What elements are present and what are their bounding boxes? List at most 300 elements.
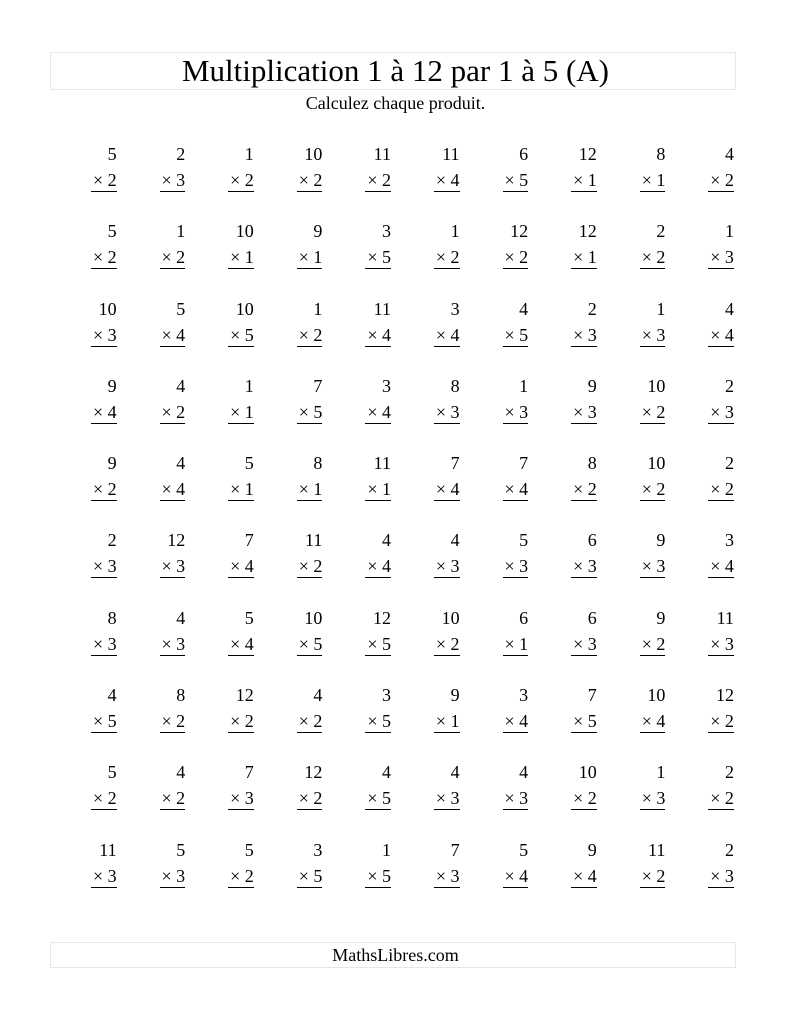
multiplication-problem bbox=[119, 684, 188, 761]
multiplier: × 3 bbox=[573, 324, 597, 345]
multiplicand: 6 bbox=[587, 530, 597, 551]
multiplicand: 12 bbox=[167, 530, 186, 551]
multiplication-problem bbox=[599, 143, 668, 220]
multiplicand: 11 bbox=[99, 839, 117, 860]
multiplicand: 4 bbox=[176, 453, 186, 474]
multiplication-problem bbox=[462, 761, 531, 838]
multiplication-problem bbox=[530, 761, 599, 838]
multiplication-problem bbox=[119, 143, 188, 220]
multiplier: × 5 bbox=[367, 788, 391, 809]
multiplication-problem bbox=[187, 529, 256, 606]
multiplicand: 11 bbox=[305, 530, 323, 551]
multiplier: × 1 bbox=[641, 170, 666, 190]
multiplier: × 2 bbox=[298, 711, 323, 732]
multiplicand: 10 bbox=[235, 221, 254, 242]
multiplicand: 9 bbox=[656, 607, 666, 628]
multiplier: × 1 bbox=[573, 170, 597, 190]
multiplier: × 3 bbox=[573, 556, 597, 577]
multiplication-problem bbox=[530, 839, 599, 916]
multiplier: × 1 bbox=[230, 401, 254, 422]
multiplier: × 4 bbox=[367, 401, 391, 422]
multiplicand: 12 bbox=[235, 685, 254, 706]
multiplicand: 7 bbox=[519, 453, 529, 474]
multiplication-problem bbox=[187, 452, 256, 529]
multiplicand: 1 bbox=[176, 221, 186, 242]
multiplicand: 11 bbox=[716, 607, 734, 628]
multiplication-problem bbox=[50, 298, 119, 375]
multiplication-problem bbox=[393, 220, 462, 297]
multiplier: × 2 bbox=[435, 247, 460, 268]
multiplier: × 2 bbox=[161, 788, 186, 809]
multiplicand: 2 bbox=[587, 298, 597, 319]
multiplicand: 4 bbox=[176, 375, 186, 396]
multiplier: × 4 bbox=[710, 324, 734, 345]
multiplicand: 5 bbox=[519, 839, 529, 860]
multiplier: × 2 bbox=[367, 170, 391, 190]
multiplication-problem bbox=[256, 529, 325, 606]
multiplicand: 7 bbox=[450, 839, 460, 860]
multiplication-problem bbox=[462, 529, 531, 606]
multiplicand: 10 bbox=[441, 607, 460, 628]
multiplication-problem bbox=[530, 220, 599, 297]
problem-grid bbox=[50, 143, 736, 916]
multiplier: × 4 bbox=[161, 479, 186, 500]
multiplication-problem bbox=[667, 452, 736, 529]
multiplication-problem bbox=[256, 375, 325, 452]
multiplicand: 10 bbox=[647, 375, 666, 396]
multiplicand: 4 bbox=[381, 762, 391, 783]
multiplicand: 11 bbox=[648, 839, 666, 860]
multiplication-problem bbox=[462, 220, 531, 297]
multiplicand: 4 bbox=[450, 762, 460, 783]
multiplicand: 2 bbox=[724, 453, 734, 474]
multiplier: × 3 bbox=[504, 401, 529, 422]
problem-row bbox=[50, 375, 736, 452]
multiplier: × 2 bbox=[641, 865, 666, 886]
multiplication-problem bbox=[599, 220, 668, 297]
multiplicand: 4 bbox=[176, 762, 186, 783]
multiplication-problem bbox=[667, 839, 736, 916]
multiplication-problem bbox=[393, 761, 462, 838]
multiplication-problem bbox=[393, 839, 462, 916]
multiplication-problem bbox=[530, 684, 599, 761]
multiplier: × 3 bbox=[92, 556, 117, 577]
multiplier: × 5 bbox=[573, 711, 597, 732]
multiplication-problem bbox=[324, 529, 393, 606]
multiplier: × 2 bbox=[573, 479, 597, 500]
multiplicand: 5 bbox=[107, 221, 117, 242]
multiplication-problem bbox=[50, 452, 119, 529]
multiplicand: 9 bbox=[107, 375, 117, 396]
multiplicand: 7 bbox=[587, 685, 597, 706]
multiplicand: 8 bbox=[587, 453, 597, 474]
multiplication-problem bbox=[256, 839, 325, 916]
multiplication-problem bbox=[50, 839, 119, 916]
multiplier: × 1 bbox=[435, 711, 460, 732]
multiplicand: 12 bbox=[578, 221, 597, 242]
problem-row bbox=[50, 839, 736, 916]
multiplier: × 5 bbox=[367, 711, 391, 732]
multiplicand: 6 bbox=[519, 144, 529, 164]
multiplication-problem bbox=[667, 761, 736, 838]
multiplier: × 1 bbox=[573, 247, 597, 268]
multiplicand: 12 bbox=[715, 685, 734, 706]
multiplication-problem bbox=[324, 452, 393, 529]
multiplicand: 10 bbox=[304, 144, 323, 164]
multiplier: × 2 bbox=[710, 711, 734, 732]
multiplier: × 5 bbox=[367, 247, 391, 268]
multiplication-problem bbox=[187, 839, 256, 916]
multiplication-problem bbox=[324, 839, 393, 916]
multiplicand: 5 bbox=[244, 453, 254, 474]
multiplication-problem bbox=[119, 220, 188, 297]
multiplier: × 4 bbox=[230, 556, 254, 577]
multiplication-problem bbox=[462, 452, 531, 529]
multiplication-problem bbox=[324, 684, 393, 761]
multiplication-problem bbox=[256, 607, 325, 684]
multiplication-problem bbox=[119, 452, 188, 529]
multiplicand: 1 bbox=[244, 375, 254, 396]
multiplier: × 4 bbox=[435, 324, 460, 345]
multiplicand: 10 bbox=[578, 762, 597, 783]
multiplicand: 7 bbox=[244, 762, 254, 783]
multiplier: × 1 bbox=[298, 479, 323, 500]
multiplicand: 1 bbox=[519, 375, 529, 396]
multiplication-problem bbox=[462, 375, 531, 452]
multiplication-problem bbox=[256, 761, 325, 838]
footer-text: MathsLibres.com bbox=[332, 945, 459, 965]
multiplier: × 2 bbox=[504, 247, 529, 268]
multiplier: × 5 bbox=[298, 401, 323, 422]
multiplier: × 2 bbox=[161, 711, 186, 732]
multiplicand: 4 bbox=[381, 530, 391, 551]
multiplier: × 3 bbox=[573, 401, 597, 422]
multiplication-problem bbox=[119, 529, 188, 606]
multiplicand: 10 bbox=[647, 685, 666, 706]
multiplicand: 2 bbox=[107, 530, 117, 551]
multiplication-problem bbox=[50, 220, 119, 297]
multiplicand: 4 bbox=[107, 685, 117, 706]
multiplier: × 5 bbox=[367, 633, 391, 654]
multiplier: × 2 bbox=[710, 170, 734, 190]
multiplier: × 1 bbox=[367, 479, 391, 500]
page-title: Multiplication 1 à 12 par 1 à 5 (A) bbox=[181, 53, 609, 88]
multiplicand: 11 bbox=[373, 144, 391, 164]
multiplicand: 2 bbox=[724, 839, 734, 860]
multiplicand: 11 bbox=[373, 298, 391, 319]
multiplicand: 1 bbox=[313, 298, 323, 319]
multiplier: × 2 bbox=[298, 556, 323, 577]
multiplier: × 2 bbox=[92, 788, 117, 809]
multiplication-problem bbox=[462, 839, 531, 916]
multiplication-problem bbox=[50, 761, 119, 838]
multiplication-problem bbox=[393, 529, 462, 606]
multiplier: × 2 bbox=[641, 401, 666, 422]
multiplicand: 8 bbox=[176, 685, 186, 706]
multiplicand: 4 bbox=[450, 530, 460, 551]
multiplication-problem bbox=[256, 684, 325, 761]
multiplicand: 1 bbox=[450, 221, 460, 242]
multiplicand: 5 bbox=[176, 839, 186, 860]
multiplication-problem bbox=[462, 298, 531, 375]
multiplicand: 6 bbox=[587, 607, 597, 628]
multiplication-problem bbox=[393, 607, 462, 684]
multiplication-problem bbox=[393, 143, 462, 220]
multiplication-problem bbox=[187, 298, 256, 375]
multiplication-problem bbox=[187, 761, 256, 838]
multiplier: × 5 bbox=[504, 324, 529, 345]
multiplicand: 8 bbox=[107, 607, 117, 628]
multiplicand: 5 bbox=[176, 298, 186, 319]
multiplicand: 9 bbox=[450, 685, 460, 706]
multiplicand: 9 bbox=[587, 839, 597, 860]
multiplication-problem bbox=[50, 529, 119, 606]
multiplicand: 3 bbox=[381, 375, 391, 396]
multiplication-problem bbox=[667, 143, 736, 220]
multiplicand: 5 bbox=[519, 530, 529, 551]
problem-row bbox=[50, 220, 736, 297]
multiplicand: 3 bbox=[381, 221, 391, 242]
multiplier: × 2 bbox=[298, 788, 323, 809]
multiplier: × 5 bbox=[504, 170, 529, 190]
multiplicand: 3 bbox=[519, 685, 529, 706]
multiplicand: 7 bbox=[450, 453, 460, 474]
multiplication-problem bbox=[667, 529, 736, 606]
multiplier: × 3 bbox=[92, 865, 117, 886]
multiplication-problem bbox=[187, 607, 256, 684]
multiplicand: 9 bbox=[587, 375, 597, 396]
multiplicand: 8 bbox=[450, 375, 460, 396]
multiplier: × 2 bbox=[641, 633, 666, 654]
multiplication-problem bbox=[599, 529, 668, 606]
multiplier: × 5 bbox=[367, 865, 391, 886]
multiplicand: 5 bbox=[244, 607, 254, 628]
multiplier: × 3 bbox=[161, 633, 186, 654]
multiplication-problem bbox=[667, 298, 736, 375]
multiplication-problem bbox=[187, 684, 256, 761]
multiplier: × 2 bbox=[573, 788, 597, 809]
multiplicand: 4 bbox=[313, 685, 323, 706]
multiplication-problem bbox=[667, 607, 736, 684]
multiplication-problem bbox=[393, 298, 462, 375]
multiplication-problem bbox=[187, 375, 256, 452]
multiplicand: 3 bbox=[724, 530, 734, 551]
multiplication-problem bbox=[667, 220, 736, 297]
multiplicand: 3 bbox=[450, 298, 460, 319]
multiplier: × 3 bbox=[710, 633, 734, 654]
multiplicand: 3 bbox=[313, 839, 323, 860]
multiplier: × 4 bbox=[230, 633, 254, 654]
multiplier: × 1 bbox=[230, 247, 254, 268]
multiplier: × 4 bbox=[435, 170, 460, 190]
multiplier: × 5 bbox=[298, 865, 323, 886]
multiplication-problem bbox=[462, 143, 531, 220]
multiplicand: 7 bbox=[244, 530, 254, 551]
problem-row bbox=[50, 607, 736, 684]
multiplicand: 8 bbox=[656, 144, 666, 164]
multiplicand: 1 bbox=[656, 762, 666, 783]
multiplier: × 2 bbox=[298, 324, 323, 345]
multiplier: × 4 bbox=[641, 711, 666, 732]
multiplication-problem bbox=[599, 607, 668, 684]
multiplication-problem bbox=[530, 375, 599, 452]
multiplier: × 2 bbox=[298, 170, 323, 190]
multiplier: × 4 bbox=[367, 324, 391, 345]
multiplicand: 2 bbox=[656, 221, 666, 242]
multiplicand: 1 bbox=[724, 221, 734, 242]
multiplier: × 4 bbox=[710, 556, 734, 577]
multiplication-problem bbox=[462, 684, 531, 761]
problem-row bbox=[50, 143, 736, 220]
multiplier: × 3 bbox=[230, 788, 254, 809]
multiplicand: 1 bbox=[381, 839, 391, 860]
multiplication-problem bbox=[462, 607, 531, 684]
multiplier: × 4 bbox=[435, 479, 460, 500]
multiplicand: 5 bbox=[107, 762, 117, 783]
multiplication-problem bbox=[256, 452, 325, 529]
multiplicand: 2 bbox=[176, 144, 186, 164]
multiplication-problem bbox=[187, 143, 256, 220]
multiplicand: 12 bbox=[372, 607, 391, 628]
multiplicand: 11 bbox=[373, 453, 391, 474]
multiplication-problem bbox=[393, 375, 462, 452]
multiplier: × 2 bbox=[641, 247, 666, 268]
multiplication-problem bbox=[599, 839, 668, 916]
multiplicand: 12 bbox=[304, 762, 323, 783]
multiplication-problem bbox=[256, 298, 325, 375]
multiplication-problem bbox=[50, 143, 119, 220]
multiplier: × 2 bbox=[92, 479, 117, 500]
multiplier: × 3 bbox=[710, 865, 734, 886]
multiplicand: 4 bbox=[519, 298, 529, 319]
multiplication-problem bbox=[324, 375, 393, 452]
multiplicand: 10 bbox=[647, 453, 666, 474]
multiplicand: 4 bbox=[176, 607, 186, 628]
problem-row bbox=[50, 298, 736, 375]
multiplier: × 3 bbox=[435, 556, 460, 577]
multiplication-problem bbox=[667, 684, 736, 761]
multiplication-problem bbox=[599, 298, 668, 375]
multiplier: × 3 bbox=[641, 324, 666, 345]
multiplication-problem bbox=[324, 143, 393, 220]
multiplicand: 9 bbox=[313, 221, 323, 242]
multiplier: × 2 bbox=[641, 479, 666, 500]
multiplicand: 9 bbox=[107, 453, 117, 474]
multiplication-problem bbox=[599, 684, 668, 761]
multiplicand: 2 bbox=[724, 375, 734, 396]
multiplication-problem bbox=[324, 220, 393, 297]
problem-row bbox=[50, 684, 736, 761]
multiplier: × 3 bbox=[504, 788, 529, 809]
multiplier: × 3 bbox=[435, 788, 460, 809]
multiplier: × 3 bbox=[435, 865, 460, 886]
multiplier: × 1 bbox=[298, 247, 323, 268]
multiplier: × 3 bbox=[435, 401, 460, 422]
multiplier: × 2 bbox=[92, 247, 117, 268]
multiplication-problem bbox=[119, 298, 188, 375]
multiplication-problem bbox=[530, 529, 599, 606]
multiplicand: 2 bbox=[724, 762, 734, 783]
multiplication-problem bbox=[530, 452, 599, 529]
multiplier: × 4 bbox=[573, 865, 597, 886]
multiplication-problem bbox=[119, 607, 188, 684]
multiplicand: 10 bbox=[98, 298, 117, 319]
multiplicand: 10 bbox=[304, 607, 323, 628]
multiplicand: 1 bbox=[244, 144, 254, 164]
problem-row bbox=[50, 452, 736, 529]
multiplication-problem bbox=[599, 452, 668, 529]
multiplier: × 3 bbox=[161, 556, 186, 577]
multiplier: × 4 bbox=[504, 865, 529, 886]
problem-row bbox=[50, 761, 736, 838]
multiplier: × 2 bbox=[161, 401, 186, 422]
multiplicand: 1 bbox=[656, 298, 666, 319]
multiplier: × 5 bbox=[92, 711, 117, 732]
multiplier: × 2 bbox=[710, 788, 734, 809]
multiplier: × 4 bbox=[504, 479, 529, 500]
page-subtitle: Calculez chaque produit. bbox=[305, 93, 486, 113]
multiplier: × 2 bbox=[92, 170, 117, 190]
multiplier: × 2 bbox=[161, 247, 186, 268]
multiplier: × 3 bbox=[641, 556, 666, 577]
multiplicand: 6 bbox=[519, 607, 529, 628]
multiplier: × 5 bbox=[298, 633, 323, 654]
multiplier: × 3 bbox=[710, 247, 734, 268]
multiplication-problem bbox=[599, 761, 668, 838]
multiplication-problem bbox=[324, 607, 393, 684]
multiplier: × 3 bbox=[573, 633, 597, 654]
multiplicand: 5 bbox=[107, 144, 117, 164]
multiplication-problem bbox=[119, 761, 188, 838]
multiplier: × 4 bbox=[504, 711, 529, 732]
multiplier: × 3 bbox=[161, 865, 186, 886]
multiplication-problem bbox=[119, 839, 188, 916]
multiplication-problem bbox=[50, 684, 119, 761]
multiplication-problem bbox=[324, 761, 393, 838]
multiplication-problem bbox=[530, 607, 599, 684]
multiplicand: 4 bbox=[724, 298, 734, 319]
multiplicand: 9 bbox=[656, 530, 666, 551]
multiplication-problem bbox=[324, 298, 393, 375]
multiplication-problem bbox=[119, 375, 188, 452]
multiplier: × 4 bbox=[367, 556, 391, 577]
multiplier: × 3 bbox=[92, 633, 117, 654]
multiplier: × 2 bbox=[230, 865, 254, 886]
multiplier: × 3 bbox=[504, 556, 529, 577]
multiplicand: 3 bbox=[381, 685, 391, 706]
multiplication-problem bbox=[50, 375, 119, 452]
multiplication-problem bbox=[530, 143, 599, 220]
multiplicand: 12 bbox=[510, 221, 529, 242]
multiplier: × 4 bbox=[161, 324, 186, 345]
multiplicand: 5 bbox=[244, 839, 254, 860]
multiplier: × 2 bbox=[435, 633, 460, 654]
multiplier: × 1 bbox=[230, 479, 254, 500]
multiplier: × 5 bbox=[230, 324, 254, 345]
multiplication-problem bbox=[187, 220, 256, 297]
multiplicand: 4 bbox=[724, 144, 734, 164]
multiplication-problem bbox=[256, 220, 325, 297]
multiplier: × 1 bbox=[504, 633, 529, 654]
multiplication-problem bbox=[667, 375, 736, 452]
multiplier: × 3 bbox=[641, 788, 666, 809]
multiplier: × 3 bbox=[92, 324, 117, 345]
multiplier: × 2 bbox=[230, 711, 254, 732]
multiplicand: 11 bbox=[442, 144, 460, 164]
multiplicand: 8 bbox=[313, 453, 323, 474]
multiplicand: 12 bbox=[578, 144, 597, 164]
multiplier: × 4 bbox=[92, 401, 117, 422]
